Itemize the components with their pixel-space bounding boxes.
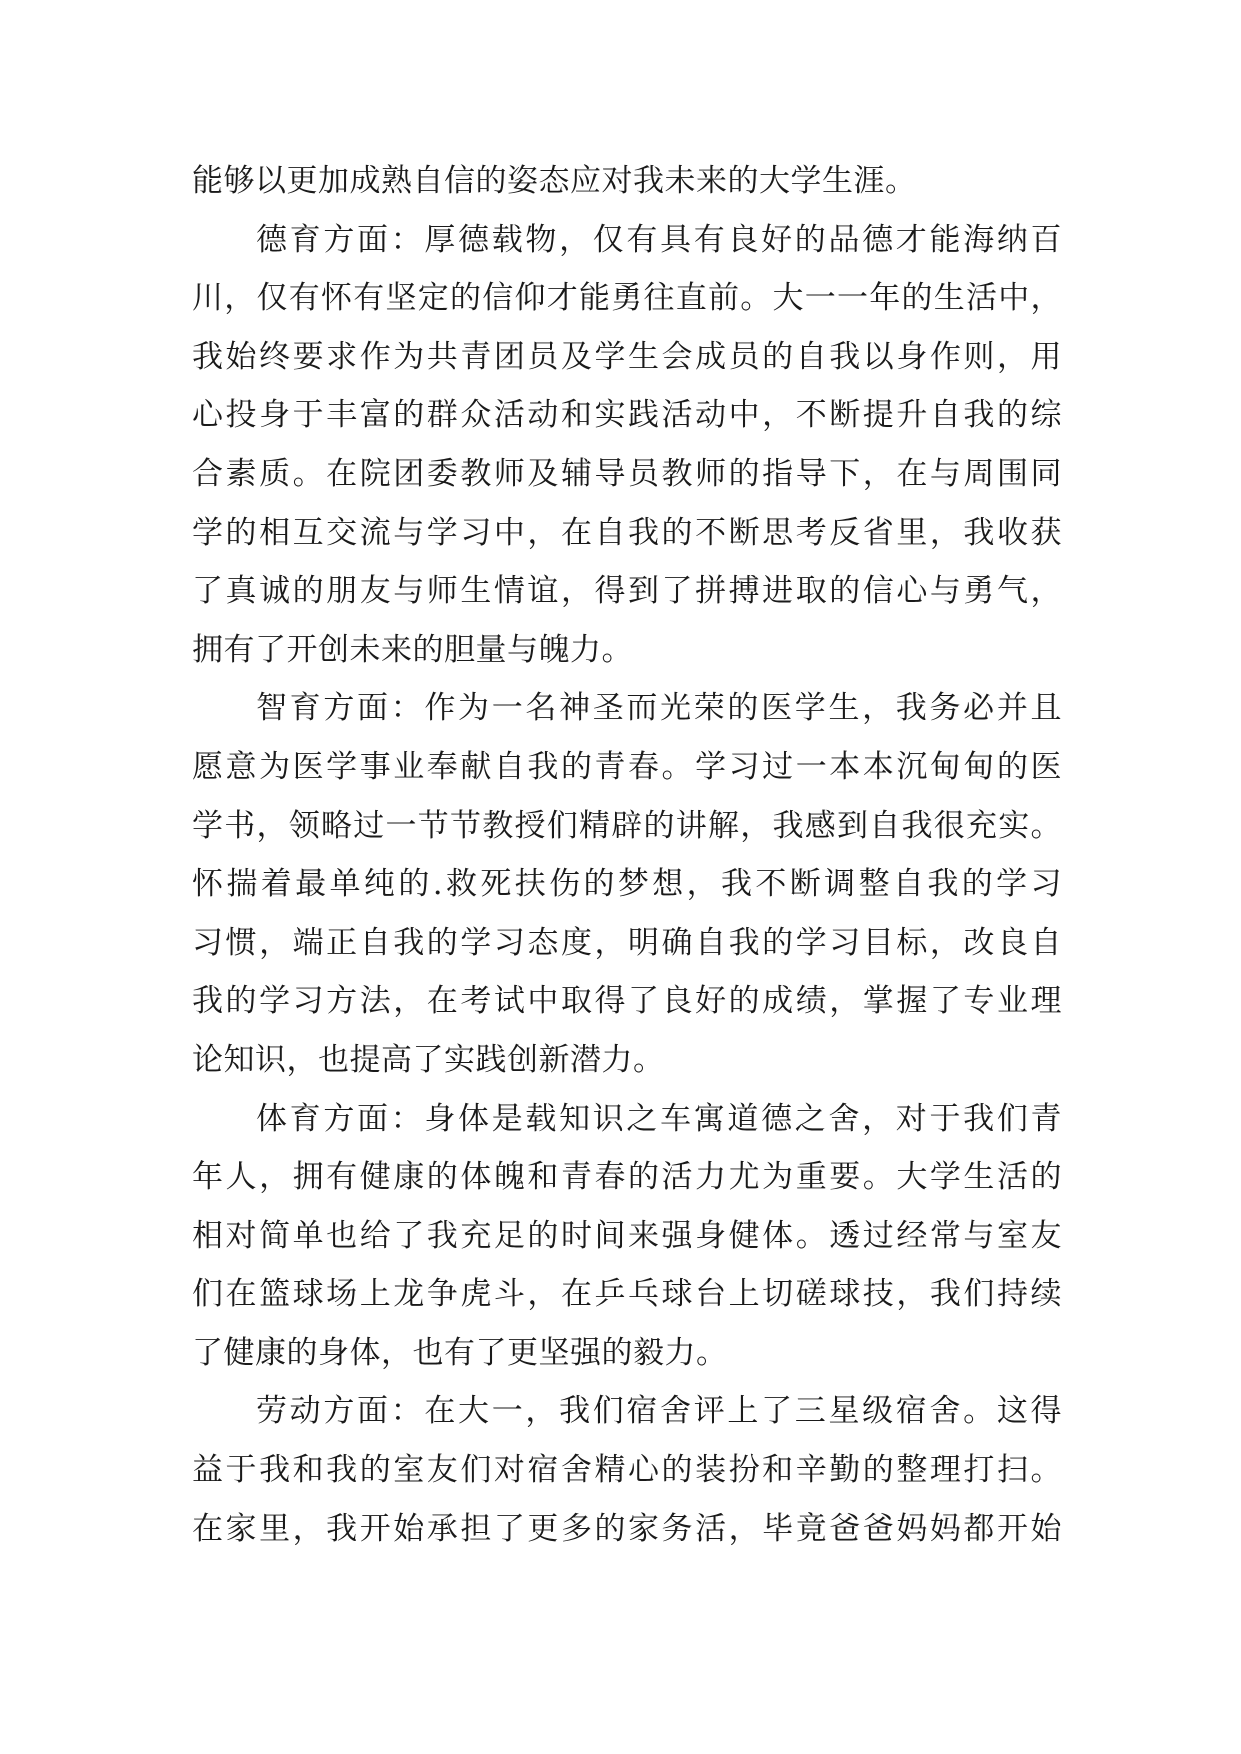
text-line: 川，仅有怀有坚定的信仰才能勇往直前。大一一年的生活中， (192, 280, 1062, 317)
text-line: 学的相互交流与学习中，在自我的不断思考反省里，我收获 (192, 514, 1062, 551)
text-line: 们在篮球场上龙争虎斗，在乒乓球台上切磋球技，我们持续 (192, 1276, 1062, 1313)
text-line: 怀揣着最单纯的.救死扶伤的梦想，我不断调整自我的学习 (192, 866, 1062, 903)
text-line: 能够以更加成熟自信的姿态应对我未来的大学生涯。 (192, 163, 917, 199)
text-line: 论知识，也提高了实践创新潜力。 (192, 1041, 665, 1078)
text-line: 了健康的身体，也有了更坚强的毅力。 (192, 1334, 728, 1371)
text-line: 在家里，我开始承担了更多的家务活，毕竟爸爸妈妈都开始 (192, 1510, 1062, 1547)
paragraph-intellectual-education-start: 智育方面：作为一名神圣而光荣的医学生，我务必并且 (256, 690, 1062, 727)
text-line: 合素质。在院团委教师及辅导员教师的指导下，在与周围同 (192, 455, 1062, 492)
paragraph-moral-education-start: 德育方面：厚德载物，仅有具有良好的品德才能海纳百 (256, 221, 1062, 258)
text-line: 拥有了开创未来的胆量与魄力。 (192, 631, 633, 668)
text-line: 习惯，端正自我的学习态度，明确自我的学习目标，改良自 (192, 924, 1062, 961)
text-line: 我的学习方法，在考试中取得了良好的成绩，掌握了专业理 (192, 983, 1062, 1020)
text-line: 益于我和我的室友们对宿舍精心的装扮和辛勤的整理打扫。 (192, 1452, 1062, 1489)
text-line: 学书，领略过一节节教授们精辟的讲解，我感到自我很充实。 (192, 807, 1062, 844)
text-line: 了真诚的朋友与师生情谊，得到了拼搏进取的信心与勇气， (192, 573, 1062, 610)
paragraph-labor-education-start: 劳动方面：在大一，我们宿舍评上了三星级宿舍。这得 (256, 1393, 1062, 1430)
text-line: 相对简单也给了我充足的时间来强身健体。透过经常与室友 (192, 1217, 1062, 1254)
text-line: 愿意为医学事业奉献自我的青春。学习过一本本沉甸甸的医 (192, 748, 1062, 785)
text-line: 心投身于丰富的群众活动和实践活动中，不断提升自我的综 (192, 397, 1062, 434)
paragraph-physical-education-start: 体育方面：身体是载知识之车寓道德之舍，对于我们青 (256, 1100, 1062, 1137)
text-line: 年人，拥有健康的体魄和青春的活力尤为重要。大学生活的 (192, 1159, 1062, 1196)
document-body (192, 152, 1062, 1558)
text-line: 我始终要求作为共青团员及学生会成员的自我以身作则，用 (192, 338, 1062, 375)
